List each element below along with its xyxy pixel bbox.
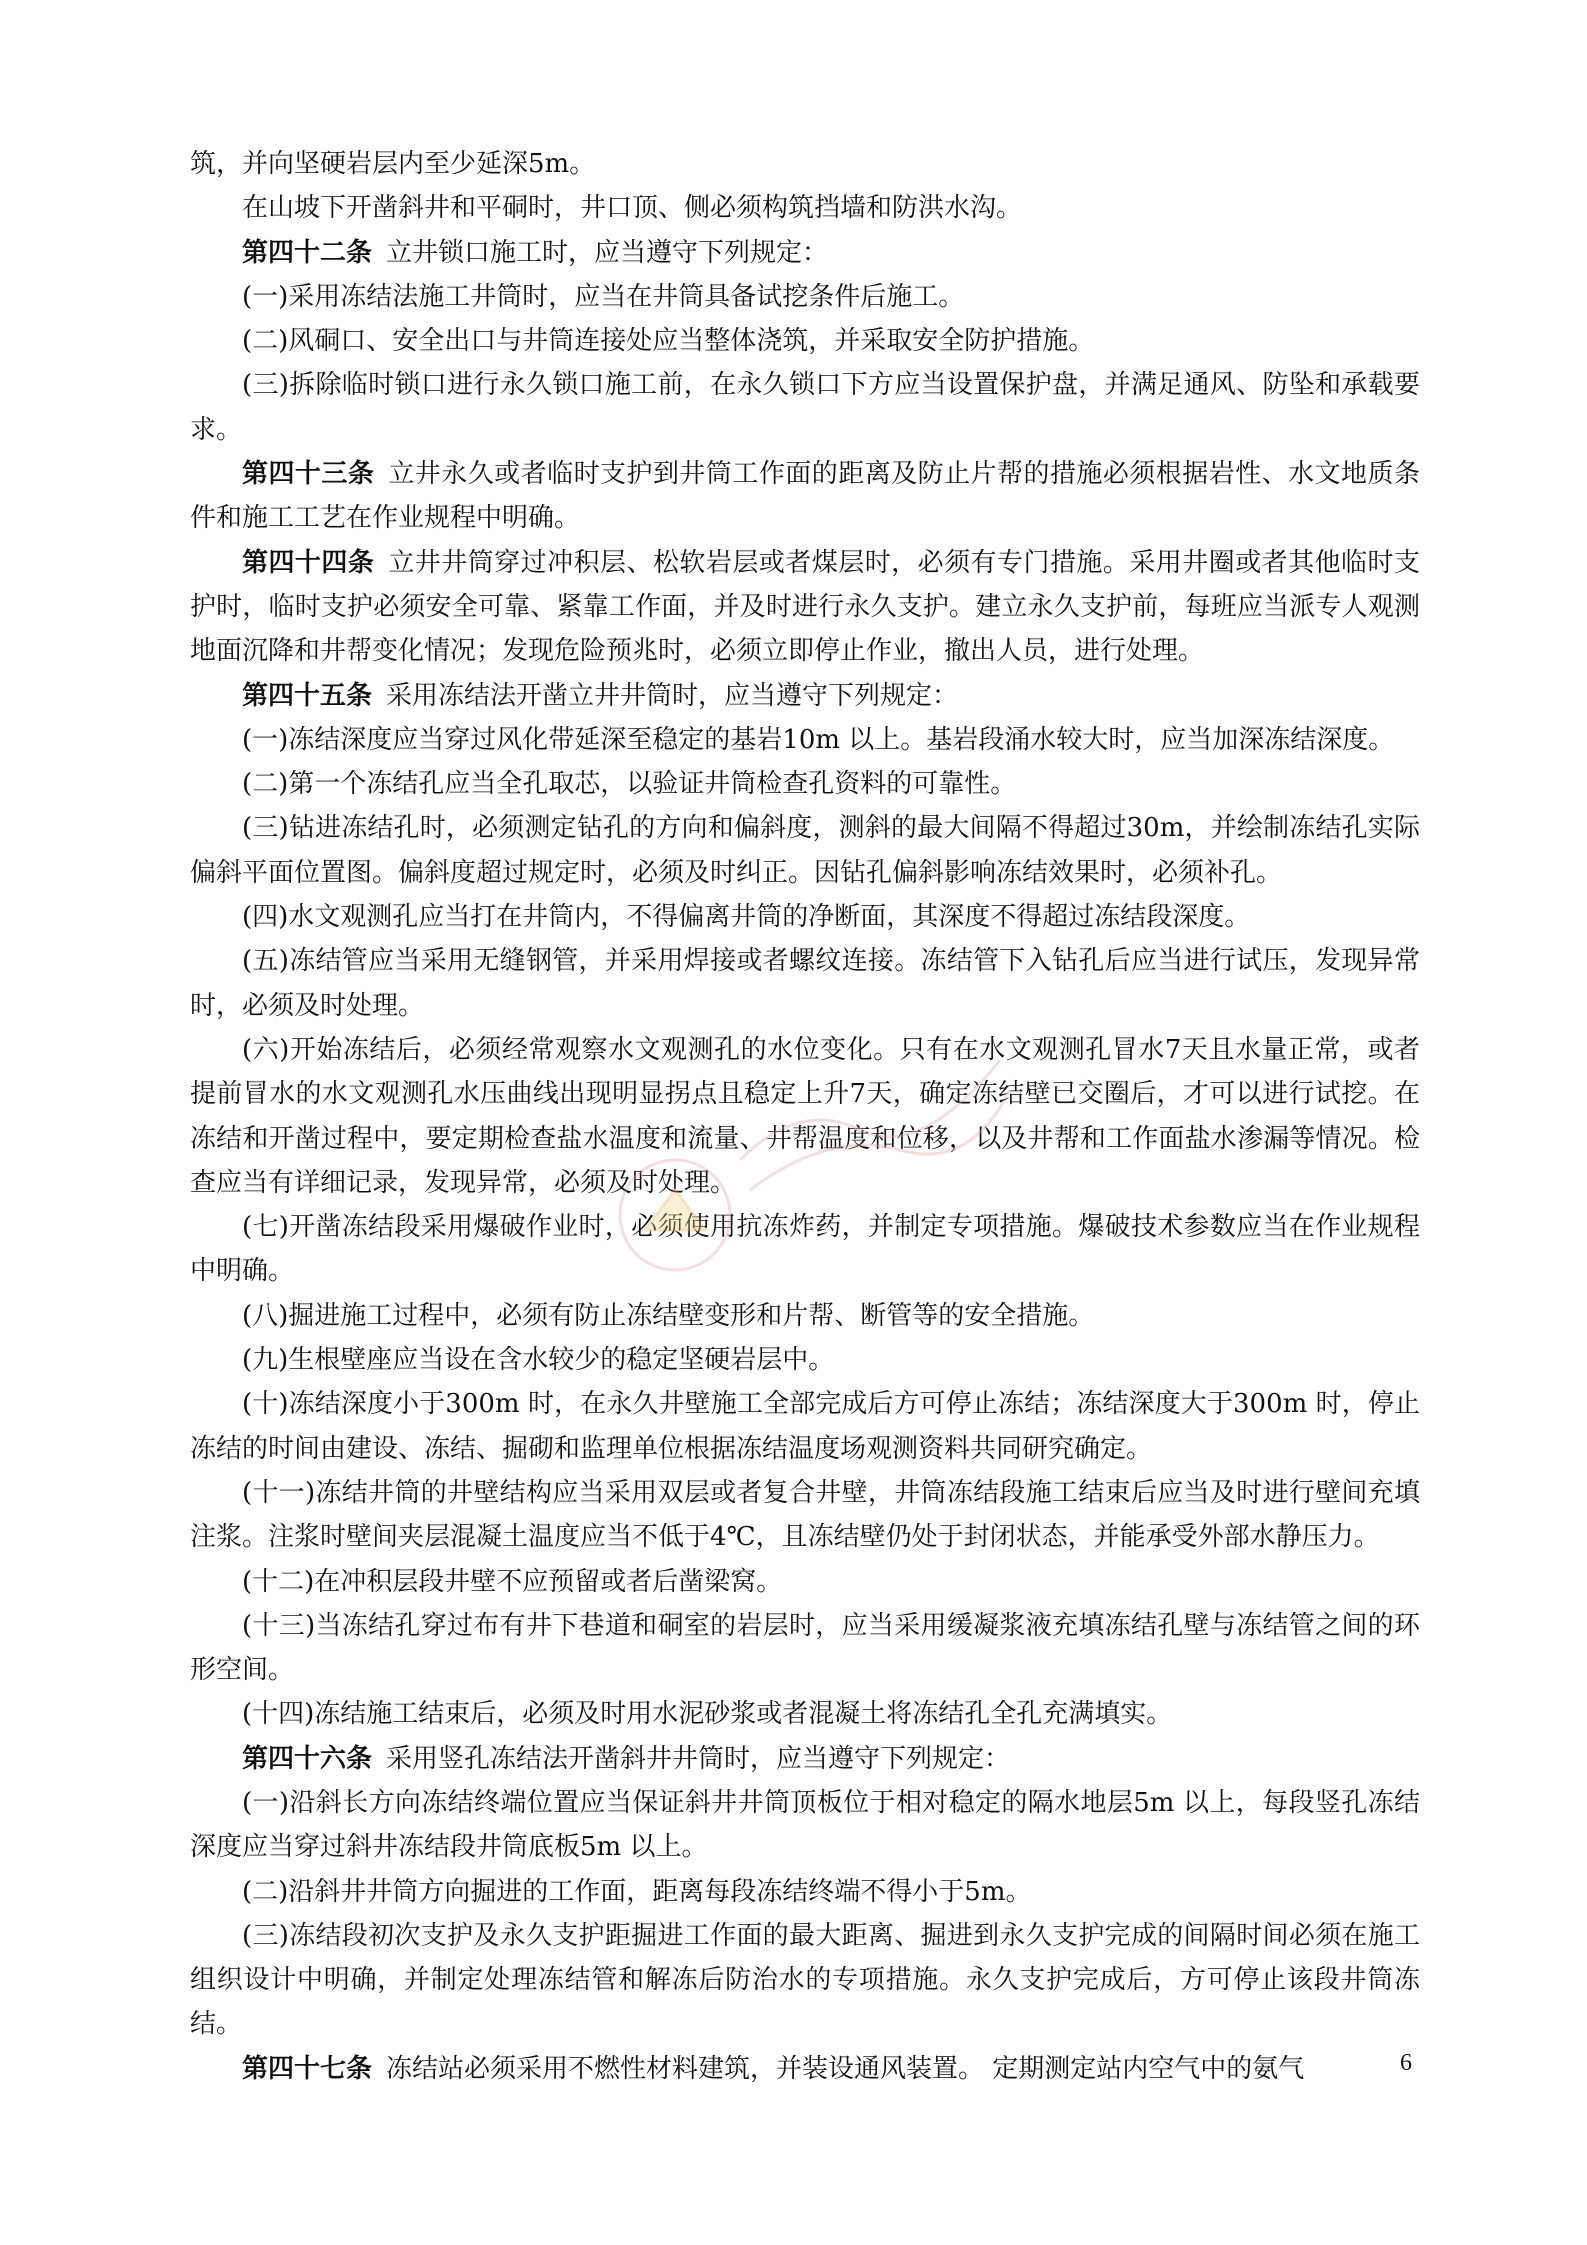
paragraph: [190, 231, 1420, 275]
paragraph-text: (八)掘进施工过程中，必须有防止冻结壁变形和片帮、断管等的安全措施。: [242, 1300, 1095, 1331]
paragraph: [190, 319, 1420, 363]
paragraph-text: 立井锁口施工时，应当遵守下列规定：: [386, 237, 829, 268]
paragraph: [190, 1382, 1420, 1471]
paragraph-text: (十三)当冻结孔穿过布有井下巷道和硐室的岩层时，应当采用缓凝浆液充填冻结孔壁与冻结管之间的环形空间。: [190, 1610, 1420, 1686]
paragraph: [190, 674, 1420, 718]
paragraph: [190, 1294, 1420, 1338]
paragraph: [190, 1737, 1420, 1781]
paragraph: [190, 1560, 1420, 1604]
paragraph-text: (二)第一个冻结孔应当全孔取芯，以验证井筒检查孔资料的可靠性。: [242, 769, 1017, 800]
paragraph: [190, 762, 1420, 806]
paragraph: [190, 895, 1420, 939]
paragraph: [190, 1028, 1420, 1205]
paragraph: [190, 1870, 1420, 1914]
paragraph-text: (二)沿斜井井筒方向掘进的工作面，距离每段冻结终端不得小于5m。: [242, 1876, 1032, 1907]
paragraph: [190, 1692, 1420, 1736]
paragraph: [190, 1338, 1420, 1382]
paragraph: [190, 186, 1420, 230]
paragraph-text: 采用竖孔冻结法开凿斜井井筒时，应当遵守下列规定：: [386, 1743, 1011, 1774]
paragraph-text: (五)冻结管应当采用无缝钢管，并采用焊接或者螺纹连接。冻结管下入钻孔后应当进行试压，发现异常时，必须及时处理。: [190, 946, 1420, 1021]
article-heading: 第四十三条: [242, 459, 375, 490]
article-heading: 第四十四条: [242, 547, 375, 578]
paragraph-text: (二)风硐口、安全出口与井筒连接处应当整体浇筑，并采取安全防护措施。: [242, 326, 1095, 357]
paragraph: [190, 363, 1420, 452]
paragraph: [190, 718, 1420, 762]
paragraph: [190, 1914, 1420, 2047]
paragraph: [190, 142, 1420, 186]
paragraph-text: (九)生根壁座应当设在含水较少的稳定坚硬岩层中。: [242, 1345, 835, 1376]
paragraph-text: 在山坡下开凿斜井和平硐时，井口顶、侧必须构筑挡墙和防洪水沟。: [242, 193, 1023, 224]
paragraph-text: (三)冻结段初次支护及永久支护距掘进工作面的最大距离、掘进到永久支护完成的间隔时间必须在施工组织设计中明确，并制定处理冻结管和解冻后防治水的专项措施。永久支护完成后，方可停止该段井筒冻结。: [190, 1920, 1420, 2040]
paragraph-text: (十)冻结深度小于300m 时，在永久井壁施工全部完成后方可停止冻结；冻结深度大于300m 时，停止冻结的时间由建设、冻结、掘砌和监理单位根据冻结温度场观测资料共同研究确定。: [190, 1389, 1420, 1464]
article-heading: 第四十五条: [242, 680, 373, 711]
paragraph-text: (一)采用冻结法施工井筒时，应当在井筒具备试挖条件后施工。: [242, 281, 965, 312]
paragraph-text: (十二)在冲积层段井壁不应预留或者后凿梁窝。: [242, 1566, 783, 1597]
paragraph-text: (四)水文观测孔应当打在井筒内，不得偏离井筒的净断面，其深度不得超过冻结段深度。: [242, 902, 1251, 933]
article-heading: 第四十二条: [242, 237, 373, 268]
paragraph: [190, 541, 1420, 674]
paragraph: [190, 1471, 1420, 1560]
paragraph-text: (七)开凿冻结段采用爆破作业时，必须使用抗冻炸药，并制定专项措施。爆破技术参数应当在作业规程中明确。: [190, 1212, 1420, 1287]
paragraph-text: 采用冻结法开凿立井井筒时，应当遵守下列规定：: [386, 680, 959, 711]
paragraph: [190, 275, 1420, 319]
paragraph: [190, 452, 1420, 541]
paragraph: [190, 2047, 1420, 2091]
paragraph-text: (三)钻进冻结孔时，必须测定钻孔的方向和偏斜度，测斜的最大间隔不得超过30m，并绘制冻结孔实际偏斜平面位置图。偏斜度超过规定时，必须及时纠正。因钻孔偏斜影响冻结效果时，必须补孔。: [190, 813, 1420, 888]
article-heading: 第四十六条: [242, 1743, 373, 1774]
paragraph: [190, 1604, 1420, 1693]
paragraph: [190, 1205, 1420, 1294]
article-heading: 第四十七条: [242, 2053, 373, 2084]
paragraph: [190, 1781, 1420, 1870]
paragraph: [190, 939, 1420, 1028]
paragraph-text: (六)开始冻结后，必须经常观察水文观测孔的水位变化。只有在水文观测孔冒水7天且水量正常，或者提前冒水的水文观测孔水压曲线出现明显拐点且稳定上升7天，确定冻结壁已交圈后，才可以进行试挖。在冻结和开凿过程中，要定期检查盐水温度和流量、井帮温度和位移，以及井帮和工作面盐水渗漏等情况。检查应当有详细记录，发现异常，必须及时处理。: [190, 1034, 1420, 1198]
paragraph-text: (三)拆除临时锁口进行永久锁口施工前，在永久锁口下方应当设置保护盘，并满足通风、防坠和承载要求。: [190, 370, 1420, 445]
paragraph-text: (一)沿斜长方向冻结终端位置应当保证斜井井筒顶板位于相对稳定的隔水地层5m 以上，每段竖孔冻结深度应当穿过斜井冻结段井筒底板5m 以上。: [190, 1787, 1420, 1863]
paragraph-text: (十一)冻结井筒的井壁结构应当采用双层或者复合井壁，井筒冻结段施工结束后应当及时进行壁间充填注浆。注浆时壁间夹层混凝土温度应当不低于4℃，且冻结壁仍处于封闭状态，并能承受外部水静压力。: [190, 1477, 1420, 1553]
paragraph: [190, 806, 1420, 895]
document-body: [190, 142, 1420, 2091]
page-number: 6: [1400, 2050, 1412, 2076]
paragraph-text: 立井永久或者临时支护到井筒工作面的距离及防止片帮的措施必须根据岩性、水文地质条件和施工工艺在作业规程中明确。: [190, 459, 1420, 534]
paragraph-text: (十四)冻结施工结束后，必须及时用水泥砂浆或者混凝土将冻结孔全孔充满填实。: [242, 1699, 1173, 1730]
paragraph-text: 筑，并向坚硬岩层内至少延深5m。: [190, 149, 596, 179]
paragraph-text: (一)冻结深度应当穿过风化带延深至稳定的基岩10m 以上。基岩段涌水较大时，应当加深冻结深度。: [242, 724, 1395, 755]
paragraph-text: 冻结站必须采用不燃性材料建筑，并装设通风装置。 定期测定站内空气中的氨气: [386, 2053, 1305, 2084]
paragraph-text: 立井井筒穿过冲积层、松软岩层或者煤层时，必须有专门措施。采用井圈或者其他临时支护时，临时支护必须安全可靠、紧靠工作面，并及时进行永久支护。建立永久支护前，每班应当派专人观测地面沉降和井帮变化情况；发现危险预兆时，必须立即停止作业，撤出人员，进行处理。: [190, 547, 1420, 667]
